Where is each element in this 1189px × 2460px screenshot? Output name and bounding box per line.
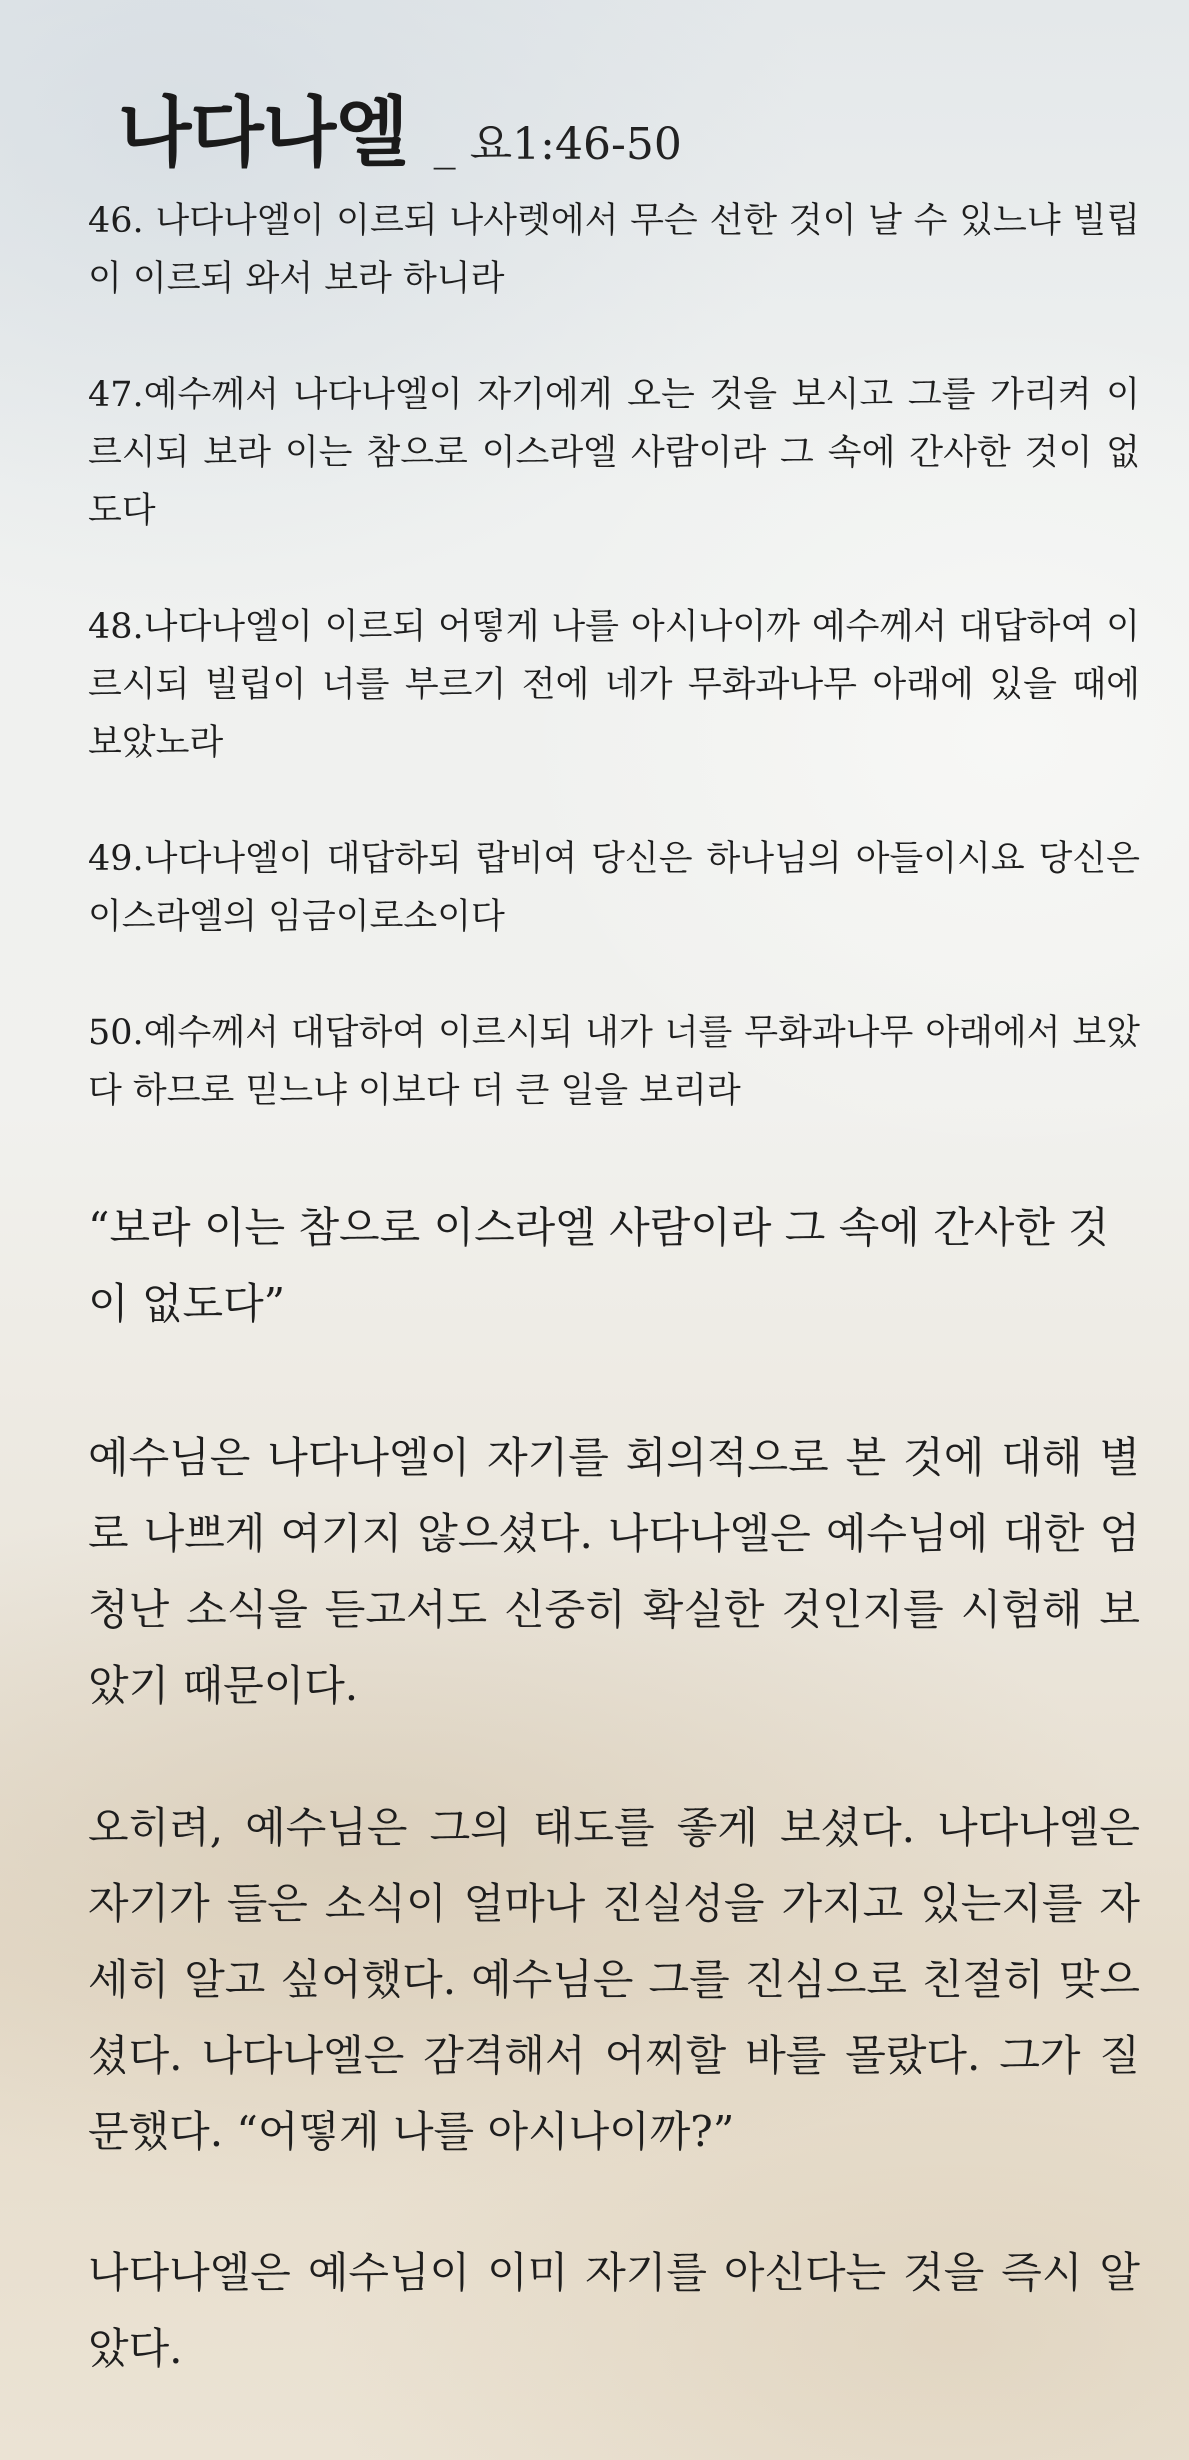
- commentary-paragraph: 오히려, 예수님은 그의 태도를 좋게 보셨다. 나다나엘은 자기가 들은 소식이 얼마나 진실성을 가지고 있는지를 자세히 알고 싶어했다. 예수님은 그를 진심으로 친절히 맞으셨다. 나다나엘은 감격해서 어찌할 바를 몰랐다. 그가 질문했다. “어떻게 나를 아시나이까?”: [88, 1803, 1140, 2156]
- verse-48: 48.나다나엘이 이르되 어떻게 나를 아시나이까 예수께서 대답하여 이르시되 빌립이 너를 부르기 전에 네가 무화과나무 아래에 있을 때에 보았노라: [88, 607, 1140, 763]
- key-quote: “보라 이는 참으로 이스라엘 사람이라 그 속에 간사한 것이 없도다”: [88, 1203, 1109, 1328]
- verse-49: 49.나다나엘이 대답하되 랍비여 당신은 하나님의 아들이시요 당신은 이스라엘의 임금이로소이다: [88, 839, 1140, 937]
- page-title: 나다나엘: [118, 88, 408, 177]
- title-row: [118, 72, 682, 181]
- verse-list: [88, 192, 1140, 1178]
- verse-46: 46. 나다나엘이 이르되 나사렛에서 무슨 선한 것이 날 수 있느냐 빌립이 이르되 와서 보라 하니라: [88, 201, 1140, 299]
- verse-47: 47.예수께서 나다나엘이 자기에게 오는 것을 보시고 그를 가리켜 이르시되 보라 이는 참으로 이스라엘 사람이라 그 속에 간사한 것이 없도다: [88, 375, 1140, 531]
- commentary-paragraph: 나다나엘은 예수님이 이미 자기를 아신다는 것을 즉시 알았다.: [88, 2248, 1140, 2373]
- scripture-reference: _ 요1:46-50: [433, 119, 682, 170]
- verse-50: 50.예수께서 대답하여 이르시되 내가 너를 무화과나무 아래에서 보았다 하므로 믿느냐 이보다 더 큰 일을 보리라: [88, 1013, 1140, 1111]
- commentary-paragraph: 예수님은 나다나엘이 자기를 회의적으로 본 것에 대해 별로 나쁘게 여기지 않으셨다. 나다나엘은 예수님에 대한 엄청난 소식을 듣고서도 신중히 확실한 것인지를 시험해 보았기 때문이다.: [88, 1433, 1140, 1710]
